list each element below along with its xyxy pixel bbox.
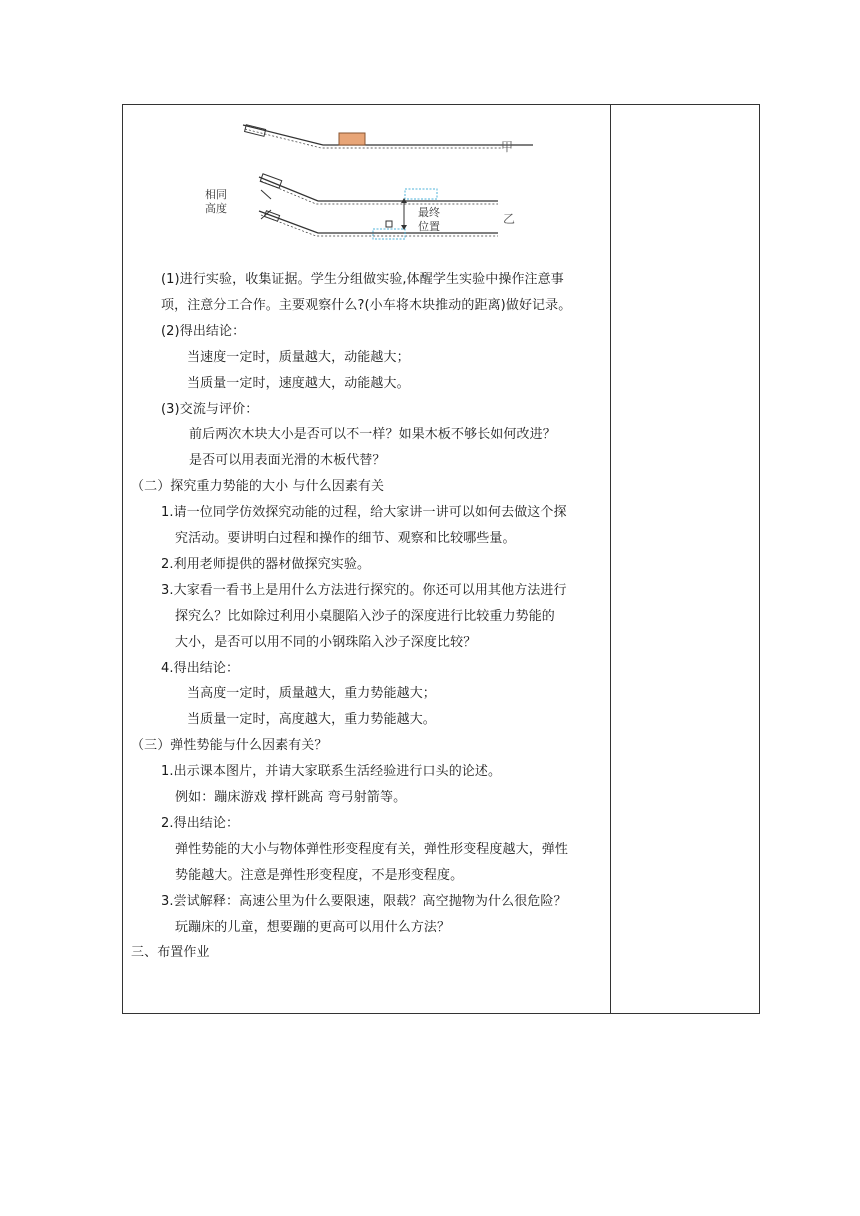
- text-line: (2)得出结论：: [161, 323, 246, 339]
- label-final-position-2: 位置: [418, 220, 440, 233]
- text-line: (3)交流与评价：: [161, 401, 259, 417]
- text-line: 当速度一定时，质量越大，动能越大；: [187, 349, 410, 365]
- column-divider: [610, 105, 611, 1013]
- label-same-height-1: 相同: [205, 188, 227, 201]
- text-line: 究活动。要讲明白过程和操作的细节、观察和比较哪些量。: [175, 531, 516, 546]
- ramp-yi-upper: [259, 174, 498, 204]
- text-line: 4.得出结论：: [161, 660, 240, 676]
- ramp-jia: [243, 125, 533, 154]
- text-line: （二）探究重力势能的大小 与什么因素有关: [131, 479, 385, 495]
- lesson-table: [122, 104, 760, 1014]
- text-line: 大小，是否可以用不同的小钢珠陷入沙子深度比较？: [175, 634, 477, 650]
- text-line: （三）弹性势能与什么因素有关？: [131, 738, 328, 754]
- ramp-yi-lower: [259, 211, 498, 239]
- text-line: 当高度一定时，质量越大，重力势能越大；: [187, 686, 436, 702]
- text-line: 玩蹦床的儿童，想要蹦的更高可以用什么方法？: [175, 919, 451, 935]
- label-same-height-2: 高度: [205, 202, 227, 215]
- text-line: 例如：蹦床游戏 撑杆跳高 弯弓射箭等。: [175, 790, 407, 805]
- label-yi: 乙: [503, 212, 516, 226]
- text-line: 当质量一定时，速度越大，动能越大。: [187, 375, 410, 391]
- text-line: 2.利用老师提供的器材做探究实验。: [161, 556, 371, 572]
- text-line: 项，注意分工合作。主要观察什么?(小车将木块推动的距离)做好记录。: [161, 297, 572, 313]
- text-line: 当质量一定时，高度越大，重力势能越大。: [187, 712, 436, 728]
- text-line: 前后两次木块大小是否可以不一样？如果木板不够长如何改进？: [189, 427, 556, 443]
- text-line: (1)进行实验，收集证据。学生分组做实验,体醒学生实验中操作注意事: [161, 272, 564, 287]
- text-line: 是否可以用表面光滑的木板代替？: [189, 453, 386, 469]
- text-line: 探究么？比如除过利用小桌腿陷入沙子的深度进行比较重力势能的: [175, 608, 555, 624]
- label-final-position-1: 最终: [418, 206, 440, 219]
- text-line: 1.请一位同学仿效探究动能的过程，给大家讲一讲可以如何去做这个探: [161, 505, 567, 521]
- text-line: 1.出示课本图片，并请大家联系生活经验进行口头的论述。: [161, 764, 502, 780]
- text-line: 三、布置作业: [131, 945, 210, 961]
- text-line: 3.尝试解释：高速公里为什么要限速，限载？高空抛物为什么很危险？: [161, 893, 567, 909]
- content-cell: [123, 105, 610, 1013]
- text-line: 弹性势能的大小与物体弹性形变程度有关，弹性形变程度越大，弹性: [175, 841, 569, 857]
- text-line: 3.大家看一看书上是用什么方法进行探究的。你还可以用其他方法进行: [161, 582, 567, 598]
- text-line: 2.得出结论：: [161, 815, 240, 831]
- experiment-diagram: [203, 117, 533, 247]
- label-jia: 甲: [501, 140, 514, 154]
- text-line: 势能越大。注意是弹性形变程度，不是形变程度。: [175, 867, 464, 883]
